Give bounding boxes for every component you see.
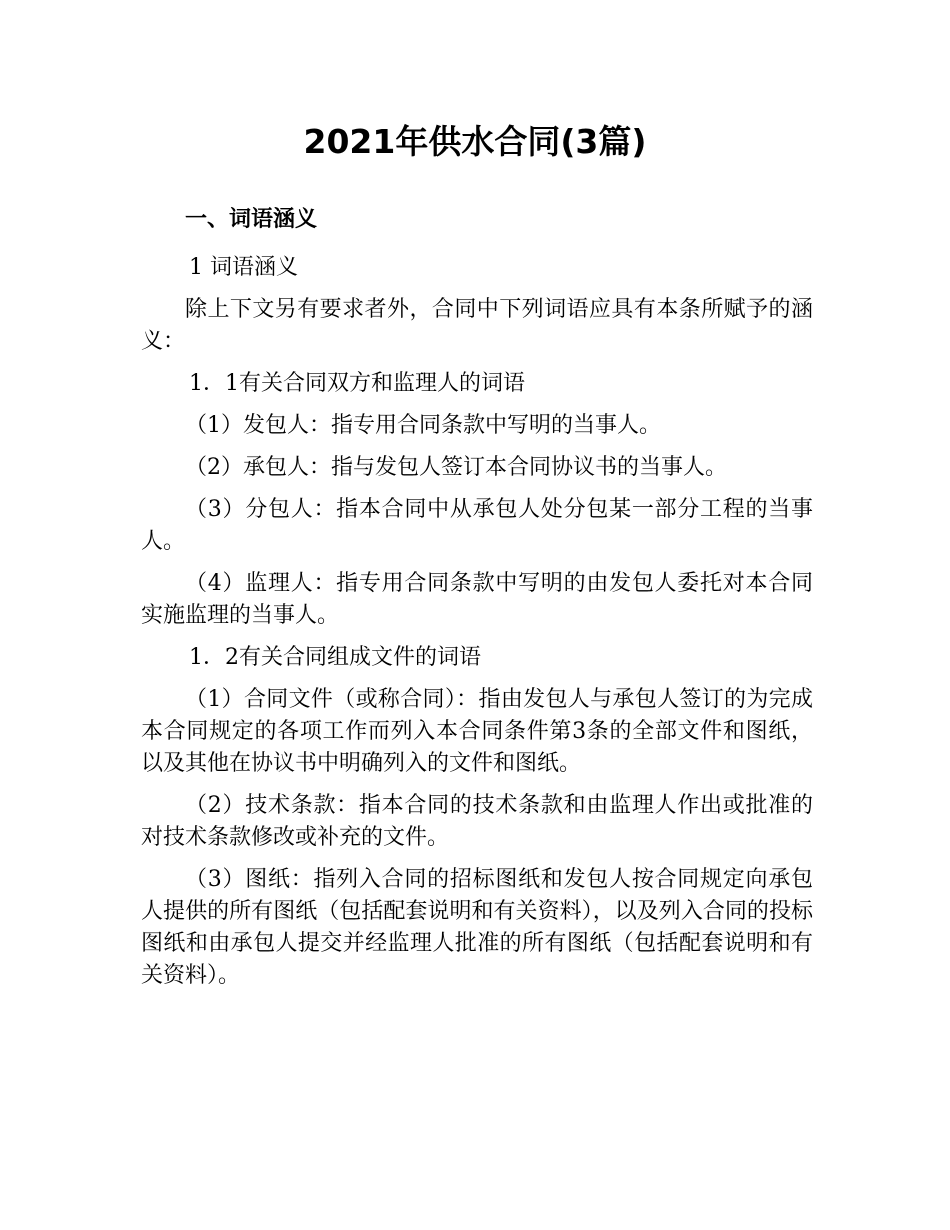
paragraph: （3）分包人：指本合同中从承包人处分包某一部分工程的当事人。 bbox=[141, 497, 813, 554]
section-heading: 一、词语涵义 bbox=[185, 207, 318, 232]
paragraph: （4）监理人：指专用合同条款中写明的由发包人委托对本合同实施监理的当事人。 bbox=[141, 571, 813, 628]
paragraph: （2）技术条款：指本合同的技术条款和由监理人作出或批准的对技术条款修改或补充的文件。 bbox=[141, 793, 813, 850]
document-title: 2021年供水合同(3篇) bbox=[303, 122, 647, 161]
paragraph: 1．2有关合同组成文件的词语 bbox=[189, 645, 481, 670]
paragraph: （2）承包人：指与发包人签订本合同协议书的当事人。 bbox=[185, 455, 727, 480]
paragraph: （3）图纸：指列入合同的招标图纸和发包人按合同规定向承包人提供的所有图纸（包括配套说明和有关资料），以及列入合同的投标图纸和由承包人提交并经监理人批准的所有图纸（包括配套说明和有关资料）。 bbox=[141, 867, 813, 988]
paragraph: 除上下文另有要求者外，合同中下列词语应具有本条所赋予的涵义： bbox=[141, 297, 813, 354]
document-body bbox=[141, 252, 813, 1002]
paragraph: （1）发包人：指专用合同条款中写明的当事人。 bbox=[185, 413, 661, 438]
paragraph: 1．1有关合同双方和监理人的词语 bbox=[189, 371, 525, 396]
paragraph: （1）合同文件（或称合同）：指由发包人与承包人签订的为完成本合同规定的各项工作而列入本合同条件第3条的全部文件和图纸，以及其他在协议书中明确列入的文件和图纸。 bbox=[141, 687, 813, 776]
paragraph: 1 词语涵义 bbox=[189, 255, 298, 280]
